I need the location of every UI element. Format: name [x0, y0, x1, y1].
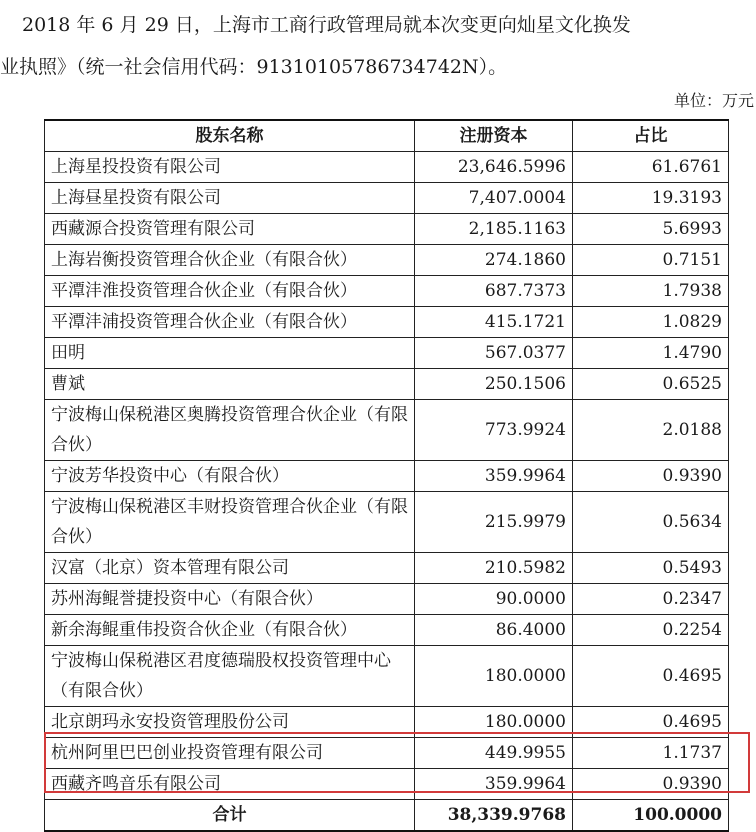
header-ratio: 占比 [573, 120, 729, 152]
table-row [45, 738, 729, 769]
total-capital: 38,339.9768 [415, 800, 573, 832]
table-row [45, 400, 729, 461]
cell-registered-capital: 687.7373 [415, 276, 573, 307]
total-ratio: 100.0000 [573, 800, 729, 832]
table-row [45, 183, 729, 214]
cell-shareholder-name: 上海星投投资有限公司 [45, 152, 415, 183]
cell-shareholder-name: 宁波芳华投资中心（有限合伙） [45, 461, 415, 492]
cell-registered-capital: 90.0000 [415, 584, 573, 615]
cell-registered-capital: 359.9964 [415, 769, 573, 800]
table-row [45, 152, 729, 183]
unit-label: 单位：万元 [673, 91, 754, 110]
table-row [45, 276, 729, 307]
cell-ratio: 19.3193 [573, 183, 729, 214]
cell-shareholder-name: 杭州阿里巴巴创业投资管理有限公司 [45, 738, 415, 769]
cell-registered-capital: 415.1721 [415, 307, 573, 338]
cell-registered-capital: 567.0377 [415, 338, 573, 369]
cell-shareholder-name: 平潭沣淮投资管理合伙企业（有限合伙） [45, 276, 415, 307]
header-registered-capital: 注册资本 [415, 120, 573, 152]
cell-shareholder-name: 平潭沣浦投资管理合伙企业（有限合伙） [45, 307, 415, 338]
cell-registered-capital: 180.0000 [415, 646, 573, 707]
table-row [45, 338, 729, 369]
cell-shareholder-name: 曹斌 [45, 369, 415, 400]
cell-shareholder-name: 上海昼星投资有限公司 [45, 183, 415, 214]
cell-registered-capital: 7,407.0004 [415, 183, 573, 214]
cell-registered-capital: 274.1860 [415, 245, 573, 276]
table-row [45, 707, 729, 738]
header-shareholder-name: 股东名称 [45, 120, 415, 152]
total-row [45, 800, 729, 832]
table-row [45, 369, 729, 400]
paragraph-line-2: 业执照》（统一社会信用代码：91310105786734742N）。 [0, 56, 508, 78]
cell-shareholder-name: 汉富（北京）资本管理有限公司 [45, 553, 415, 584]
cell-ratio: 0.5634 [573, 492, 729, 553]
cell-ratio: 0.2254 [573, 615, 729, 646]
cell-ratio: 2.0188 [573, 400, 729, 461]
cell-registered-capital: 250.1506 [415, 369, 573, 400]
cell-shareholder-name: 西藏源合投资管理有限公司 [45, 214, 415, 245]
cell-ratio: 0.9390 [573, 769, 729, 800]
cell-ratio: 0.6525 [573, 369, 729, 400]
cell-shareholder-name: 北京朗玛永安投资管理股份公司 [45, 707, 415, 738]
cell-shareholder-name: 宁波梅山保税港区奥腾投资管理合伙企业（有限合伙） [45, 400, 415, 461]
cell-registered-capital: 86.4000 [415, 615, 573, 646]
cell-ratio: 1.4790 [573, 338, 729, 369]
cell-registered-capital: 210.5982 [415, 553, 573, 584]
table-row [45, 214, 729, 245]
total-label: 合计 [45, 800, 415, 832]
cell-ratio: 0.5493 [573, 553, 729, 584]
cell-ratio: 0.9390 [573, 461, 729, 492]
cell-ratio: 0.7151 [573, 245, 729, 276]
cell-shareholder-name: 田明 [45, 338, 415, 369]
table-row [45, 646, 729, 707]
cell-ratio: 61.6761 [573, 152, 729, 183]
cell-registered-capital: 215.9979 [415, 492, 573, 553]
cell-registered-capital: 180.0000 [415, 707, 573, 738]
paragraph-line-1: 2018 年 6 月 29 日，上海市工商行政管理局就本次变更向灿星文化换发 [22, 14, 631, 36]
cell-shareholder-name: 新余海鲲重伟投资合伙企业（有限合伙） [45, 615, 415, 646]
cell-ratio: 5.6993 [573, 214, 729, 245]
table-row [45, 492, 729, 553]
table-row [45, 307, 729, 338]
cell-shareholder-name: 西藏齐鸣音乐有限公司 [45, 769, 415, 800]
cell-ratio: 1.7938 [573, 276, 729, 307]
cell-registered-capital: 2,185.1163 [415, 214, 573, 245]
cell-ratio: 1.1737 [573, 738, 729, 769]
table-row [45, 584, 729, 615]
shareholder-table [44, 119, 729, 832]
cell-shareholder-name: 上海岩衡投资管理合伙企业（有限合伙） [45, 245, 415, 276]
cell-registered-capital: 449.9955 [415, 738, 573, 769]
cell-ratio: 1.0829 [573, 307, 729, 338]
table-row [45, 461, 729, 492]
table-header-row [45, 120, 729, 152]
cell-registered-capital: 359.9964 [415, 461, 573, 492]
table-row [45, 245, 729, 276]
table-row [45, 553, 729, 584]
cell-ratio: 0.4695 [573, 646, 729, 707]
cell-ratio: 0.2347 [573, 584, 729, 615]
cell-shareholder-name: 苏州海鲲誉捷投资中心（有限合伙） [45, 584, 415, 615]
table-row [45, 615, 729, 646]
table-row [45, 769, 729, 800]
cell-registered-capital: 773.9924 [415, 400, 573, 461]
cell-registered-capital: 23,646.5996 [415, 152, 573, 183]
cell-shareholder-name: 宁波梅山保税港区君度德瑞股权投资管理中心（有限合伙） [45, 646, 415, 707]
cell-shareholder-name: 宁波梅山保税港区丰财投资管理合伙企业（有限合伙） [45, 492, 415, 553]
cell-ratio: 0.4695 [573, 707, 729, 738]
